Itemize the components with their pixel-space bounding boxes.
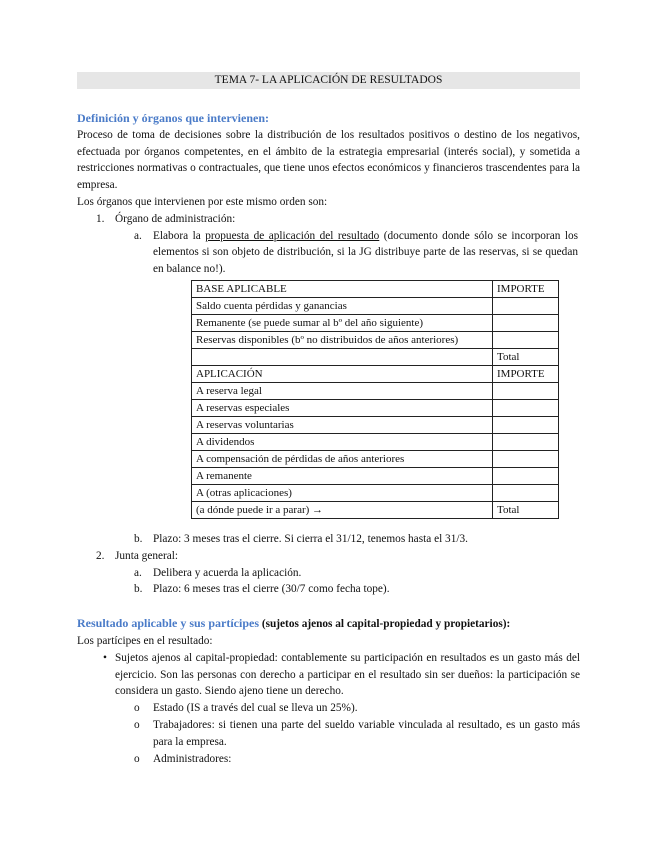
- table-cell-concept: A (otras aplicaciones): [192, 484, 493, 501]
- bullet-icon: •: [103, 651, 107, 664]
- table-cell-amount: [493, 450, 559, 467]
- bullet-text: Sujetos ajenos al capital-propiedad: contablemente su participación en resultados es un gasto más del ejercicio. Son las personas con derecho a participar en el resultado sin ser dueños: la participación se considera un gasto. Siendo ajeno tiene un derecho.: [115, 651, 580, 698]
- table-cell-amount: IMPORTE: [493, 280, 559, 297]
- table-row: [192, 382, 559, 399]
- sub-bullet-text: Trabajadores: si tienen una parte del sueldo variable vinculada al resultado, es un gasto más para la empresa.: [153, 718, 580, 748]
- section-heading-resultado: [77, 615, 580, 633]
- table-row: [192, 467, 559, 484]
- table-cell-concept: A reservas voluntarias: [192, 416, 493, 433]
- sub-item-text-pre: Elabora la: [153, 229, 206, 242]
- table-cell-amount: [493, 433, 559, 450]
- table-cell-concept: [192, 348, 493, 365]
- list-item-label: Junta general:: [115, 549, 179, 562]
- table-row: [192, 280, 559, 297]
- table-cell-concept: A remanente: [192, 467, 493, 484]
- sub-item-text: Delibera y acuerda la aplicación.: [153, 566, 302, 579]
- table-cell-concept: Remanente (se puede sumar al bº del año siguiente): [192, 314, 493, 331]
- table-row: [192, 297, 559, 314]
- sub-item-delibera: [77, 565, 580, 582]
- table-row: [192, 433, 559, 450]
- table-cell-amount: Total: [493, 501, 559, 518]
- sub-number: a.: [134, 566, 142, 579]
- list-number: 2.: [96, 549, 105, 562]
- table-cell-concept: Saldo cuenta pérdidas y ganancias: [192, 297, 493, 314]
- sub-item-text: Plazo: 6 meses tras el cierre (30/7 como fecha tope).: [153, 583, 390, 596]
- aplicacion-table: [191, 280, 559, 519]
- list-number: 1.: [96, 212, 105, 225]
- sub-bullet-text: Administradores:: [153, 752, 232, 765]
- table-cell-amount: [493, 331, 559, 348]
- sub-number: a.: [134, 229, 142, 242]
- sub-bullet-icon: o: [134, 718, 140, 731]
- table-cell-amount: [493, 382, 559, 399]
- sub-bullet-item: [77, 751, 580, 768]
- table-cell-concept: (a dónde puede ir a parar) →: [192, 501, 493, 518]
- sub-bullet-text: Estado (IS a través del cual se lleva un 25%).: [153, 702, 358, 715]
- table-cell-amount: [493, 416, 559, 433]
- table-cell-amount: [493, 484, 559, 501]
- sub-number: b.: [134, 532, 143, 545]
- sub-bullet-item: [77, 717, 580, 751]
- table-cell-amount: [493, 314, 559, 331]
- table-cell-concept: A reserva legal: [192, 382, 493, 399]
- table-row: [192, 450, 559, 467]
- sub-item-plazo-junta: [77, 581, 580, 598]
- definition-paragraph: Proceso de toma de decisiones sobre la distribución de los resultados positivos o destino de los negativos, efectuada por órganos competentes, en el ámbito de la estrategia empresarial (interés social), y sometida a restricciones normativas o contractuales, que tiene unos efectos económicos y financieros trascendentes para la empresa.: [77, 128, 580, 192]
- propuesta-link: propuesta de aplicación del resultado: [205, 229, 380, 242]
- sub-bullet-icon: o: [134, 702, 140, 715]
- table-cell-amount: [493, 297, 559, 314]
- sub-bullet-list: [77, 700, 580, 767]
- table-cell-amount: IMPORTE: [493, 365, 559, 382]
- table-cell-amount: [493, 399, 559, 416]
- document-page: [77, 72, 580, 767]
- table-cell-concept: Reservas disponibles (bº no distribuidos de años anteriores): [192, 331, 493, 348]
- table-cell-concept: A compensación de pérdidas de años anteriores: [192, 450, 493, 467]
- table-row: [192, 416, 559, 433]
- table-cell-concept: BASE APLICABLE: [192, 280, 493, 297]
- sub-item-propuesta: [77, 228, 580, 278]
- organs-intro: Los órganos que intervienen por este mismo orden son:: [77, 195, 328, 208]
- table-row: [192, 331, 559, 348]
- table-row: [192, 348, 559, 365]
- table-row: [192, 365, 559, 382]
- table-cell-concept: A dividendos: [192, 433, 493, 450]
- table-row: [192, 314, 559, 331]
- sub-item-text: Plazo: 3 meses tras el cierre. Si cierra el 31/12, tenemos hasta el 31/3.: [153, 532, 468, 545]
- section-heading-text: Resultado aplicable y sus partícipes: [77, 616, 260, 631]
- sub-bullet-icon: o: [134, 752, 140, 765]
- page-title: TEMA 7- LA APLICACIÓN DE RESULTADOS: [77, 72, 580, 89]
- list-item-junta: [77, 548, 580, 565]
- bullet-item-ajenos: [77, 650, 580, 700]
- section-heading-suffix: (sujetos ajenos al capital-propiedad y propietarios):: [259, 618, 511, 631]
- sub-item-plazo-admin: [77, 531, 580, 548]
- participes-intro: Los partícipes en el resultado:: [77, 634, 213, 647]
- section-heading-definition: Definición y órganos que intervienen:: [77, 111, 269, 125]
- list-item-label: Órgano de administración:: [115, 212, 236, 225]
- table-cell-concept: A reservas especiales: [192, 399, 493, 416]
- sub-number: b.: [134, 583, 143, 596]
- table-cell-amount: [493, 467, 559, 484]
- sub-item-text-post: (documento donde sólo se incorporan los elementos si son objeto de distribución, si la JG distribuye parte de las reservas, si se quedan en balance no!).: [153, 229, 579, 276]
- table-row: [192, 399, 559, 416]
- list-item-organ-admin: [77, 211, 580, 228]
- sub-bullet-item: [77, 700, 580, 717]
- table-cell-concept: APLICACIÓN: [192, 365, 493, 382]
- table-row: [192, 484, 559, 501]
- table-cell-amount: Total: [493, 348, 559, 365]
- table-row: [192, 501, 559, 518]
